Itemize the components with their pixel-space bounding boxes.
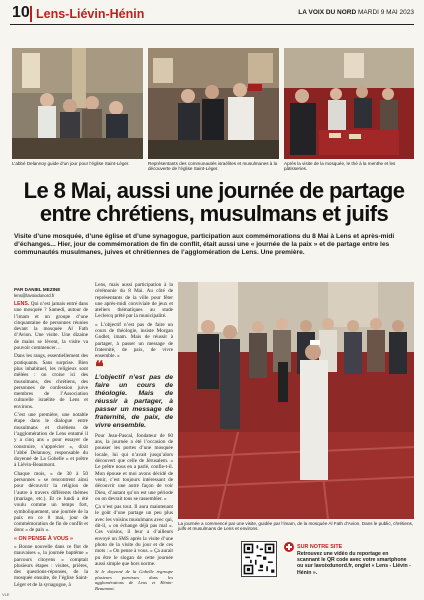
section-title: Lens-Liévin-Hénin [36, 7, 145, 21]
footnote: Si le doyenné de la Gohelle regroupe plusieurs paroisses dans les agglomérations de Lens et Hénin-Beaumont. [95, 569, 173, 591]
header-separator [30, 6, 32, 22]
paragraph: Pour Jean-Pascal, fondateur de 60 ans, la journée a été l’occasion de pousser les portes d’une mosquée locale, lui qui n’avait jusqu’alors découvert que celle de Jérusalem. « Le prêtre nous en a parlé, confie-t-il. Mon épouse et moi avons décidé de venir, c’est toujours intéressant de découvrir une autre façon de voir Dieu, d’autant qu’on est une période ou on devrait tous se rassembler. » [95, 432, 173, 502]
author-email: lens@lavoixdunord.fr [14, 293, 55, 298]
paragraph: Lens, mais aussi participation à la cérémonie du 8 Mai. Au côté de représentants de la ville pour fêter une après-midi conviviale de jeux et ateliers thématiques au stade Leclercq prêté par la municipalité. [95, 282, 173, 320]
byline: PAR DANIEL MEZINE [14, 287, 61, 292]
issue-date: MARDI 9 MAI 2023 [358, 9, 414, 16]
paragraph: « L’objectif n’est pas de faire un cours de théologie, insiste Morgan Godlet, imam. Mais de réussir à partager, à passer un message de fraternité, de paix, de vivre ensemble. » [95, 321, 173, 360]
paragraph: C’est une première, une notable étape dans le dialogue entre musulmans et chrétiens de l’agglomération de Lens entamé il y a cinq ans « pour essayer de construire, s’apprécier », dixit l’abbé Delannoy, responsable du doyenné de La Gohelle « et prêtre à Liévin-Beaumont. [14, 412, 88, 469]
pull-quote-text: L’objectif n’est pas de faire un cours de théologie. Mais de réussir à partager, à passer un message de fraternité, de paix, de vivre ensemble. [95, 373, 173, 429]
dateline: LENS. [14, 301, 30, 307]
article-column-2 [95, 282, 173, 591]
lead-paragraph: Visite d’une mosquée, d’une église et d’une synagogue, participation aux commémorations du 8 Mai à Lens et après-midi d’échanges... Hier, jour de commémoration de fin de conflit, était aussi une « journée de la paix » et de partage entre les communautés musulmanes, juives et chrétiennes de l’agglomération de Lens. Une première. [14, 233, 395, 257]
newspaper-dateline [298, 9, 414, 16]
page-code: VLE [2, 592, 10, 597]
article-column-1 [14, 301, 88, 587]
photo-representatives [148, 48, 279, 159]
photo-mosque-tea [284, 48, 414, 159]
header-rule [10, 24, 414, 25]
paragraph: Ça n’est pas tout. Il aura maintenant le goût d’une partage un peu plus avec les voisins musulmans avec qui, dit-il, « on échange déjà pas mal ». Ces voisins, il leur a d’ailleurs envoyé un SMS après la visite d’une photo de la visite du jour et de ces mots : « On pense à vous. » Ça aurait pu être le slogan de cette journée aussi simple que hors norme. [95, 504, 173, 567]
page-number: 10 [12, 4, 30, 21]
promo-text: Retrouvez une vidéo du reportage en scannant le QR code avec votre smartphone ou sur lavoixdunord.fr, onglet « Lens - Liévin - Hénin ». [297, 551, 411, 576]
photo-church-guide [12, 48, 143, 159]
pull-quote [95, 358, 173, 430]
headline: Le 8 Mai, aussi une journée de partage entre chrétiens, musulmans et juifs [23, 178, 405, 226]
caption-middle-photo: Représentants des communautés israélites et musulmanes à la découverte de l’église Saint-Léger. [148, 161, 278, 172]
qr-code[interactable] [241, 541, 277, 577]
paragraph: Qui n’est jamais entré dans une mosquée ? Samedi, autour de l’imam et un groupe d’une cinquantaine de personnes réunies devant la mosquée Al Fath d’Avion. Une visite. Une dizaine de mains se lèvent, la visite va pouvoir commencer… [14, 301, 88, 352]
plus-icon [284, 542, 294, 552]
subheading: « ON PENSE À VOUS » [14, 535, 74, 542]
newspaper-name: LA VOIX DU NORD [298, 9, 357, 16]
caption-left-photo: L’abbé Delannoy guide d’un jour pour l’église Saint-Léger. [12, 161, 130, 166]
photo-mosque-visit [178, 282, 414, 519]
paragraph: « Bonne nouvelle dans ce flot de mauvaises », la journée baptême « parcours citoyens » comptait plusieurs étapes : visites, prières, des questions-réponses, de la mosquée ensuite, de l’église Saint-Léger et de la synagogue, à [14, 543, 88, 588]
caption-right-photo: Après la visite de la mosquée, le thé à la menthe et les pâtisseries. [284, 161, 396, 172]
paragraph: Chaque mois, « de 30 à 50 personnes » se rencontrent ainsi pour découvrir la religion de l’autre à travers différents thèmes (mariage, etc.). Et ce lundi a été voulu comme un temps fort, symboliquement, une journée de la paix en ce 8 mai, jour de commémoration de fin de conflit et donc « de paix ». [14, 470, 88, 534]
paragraph: Dans les rangs, essentiellement des pratiquants. Sans surprise. Bien plus inhabituel, les religieux sont mêlées : on croise ici des musulmans, des chrétiens, des personnes de confession juive membres de l’Association culturelle israélite de Lens et environs. [14, 353, 88, 410]
quote-mark-icon: ❝ [95, 358, 104, 376]
promo-title: SUR NOTRE SITE [297, 544, 343, 550]
caption-main-photo: La journée a commencé par une visite, guidée par l’imam, de la mosquée Al Fath d’Avion. Dans le public, chrétiens, juifs et musulmans de Lens et environs. [178, 521, 414, 532]
